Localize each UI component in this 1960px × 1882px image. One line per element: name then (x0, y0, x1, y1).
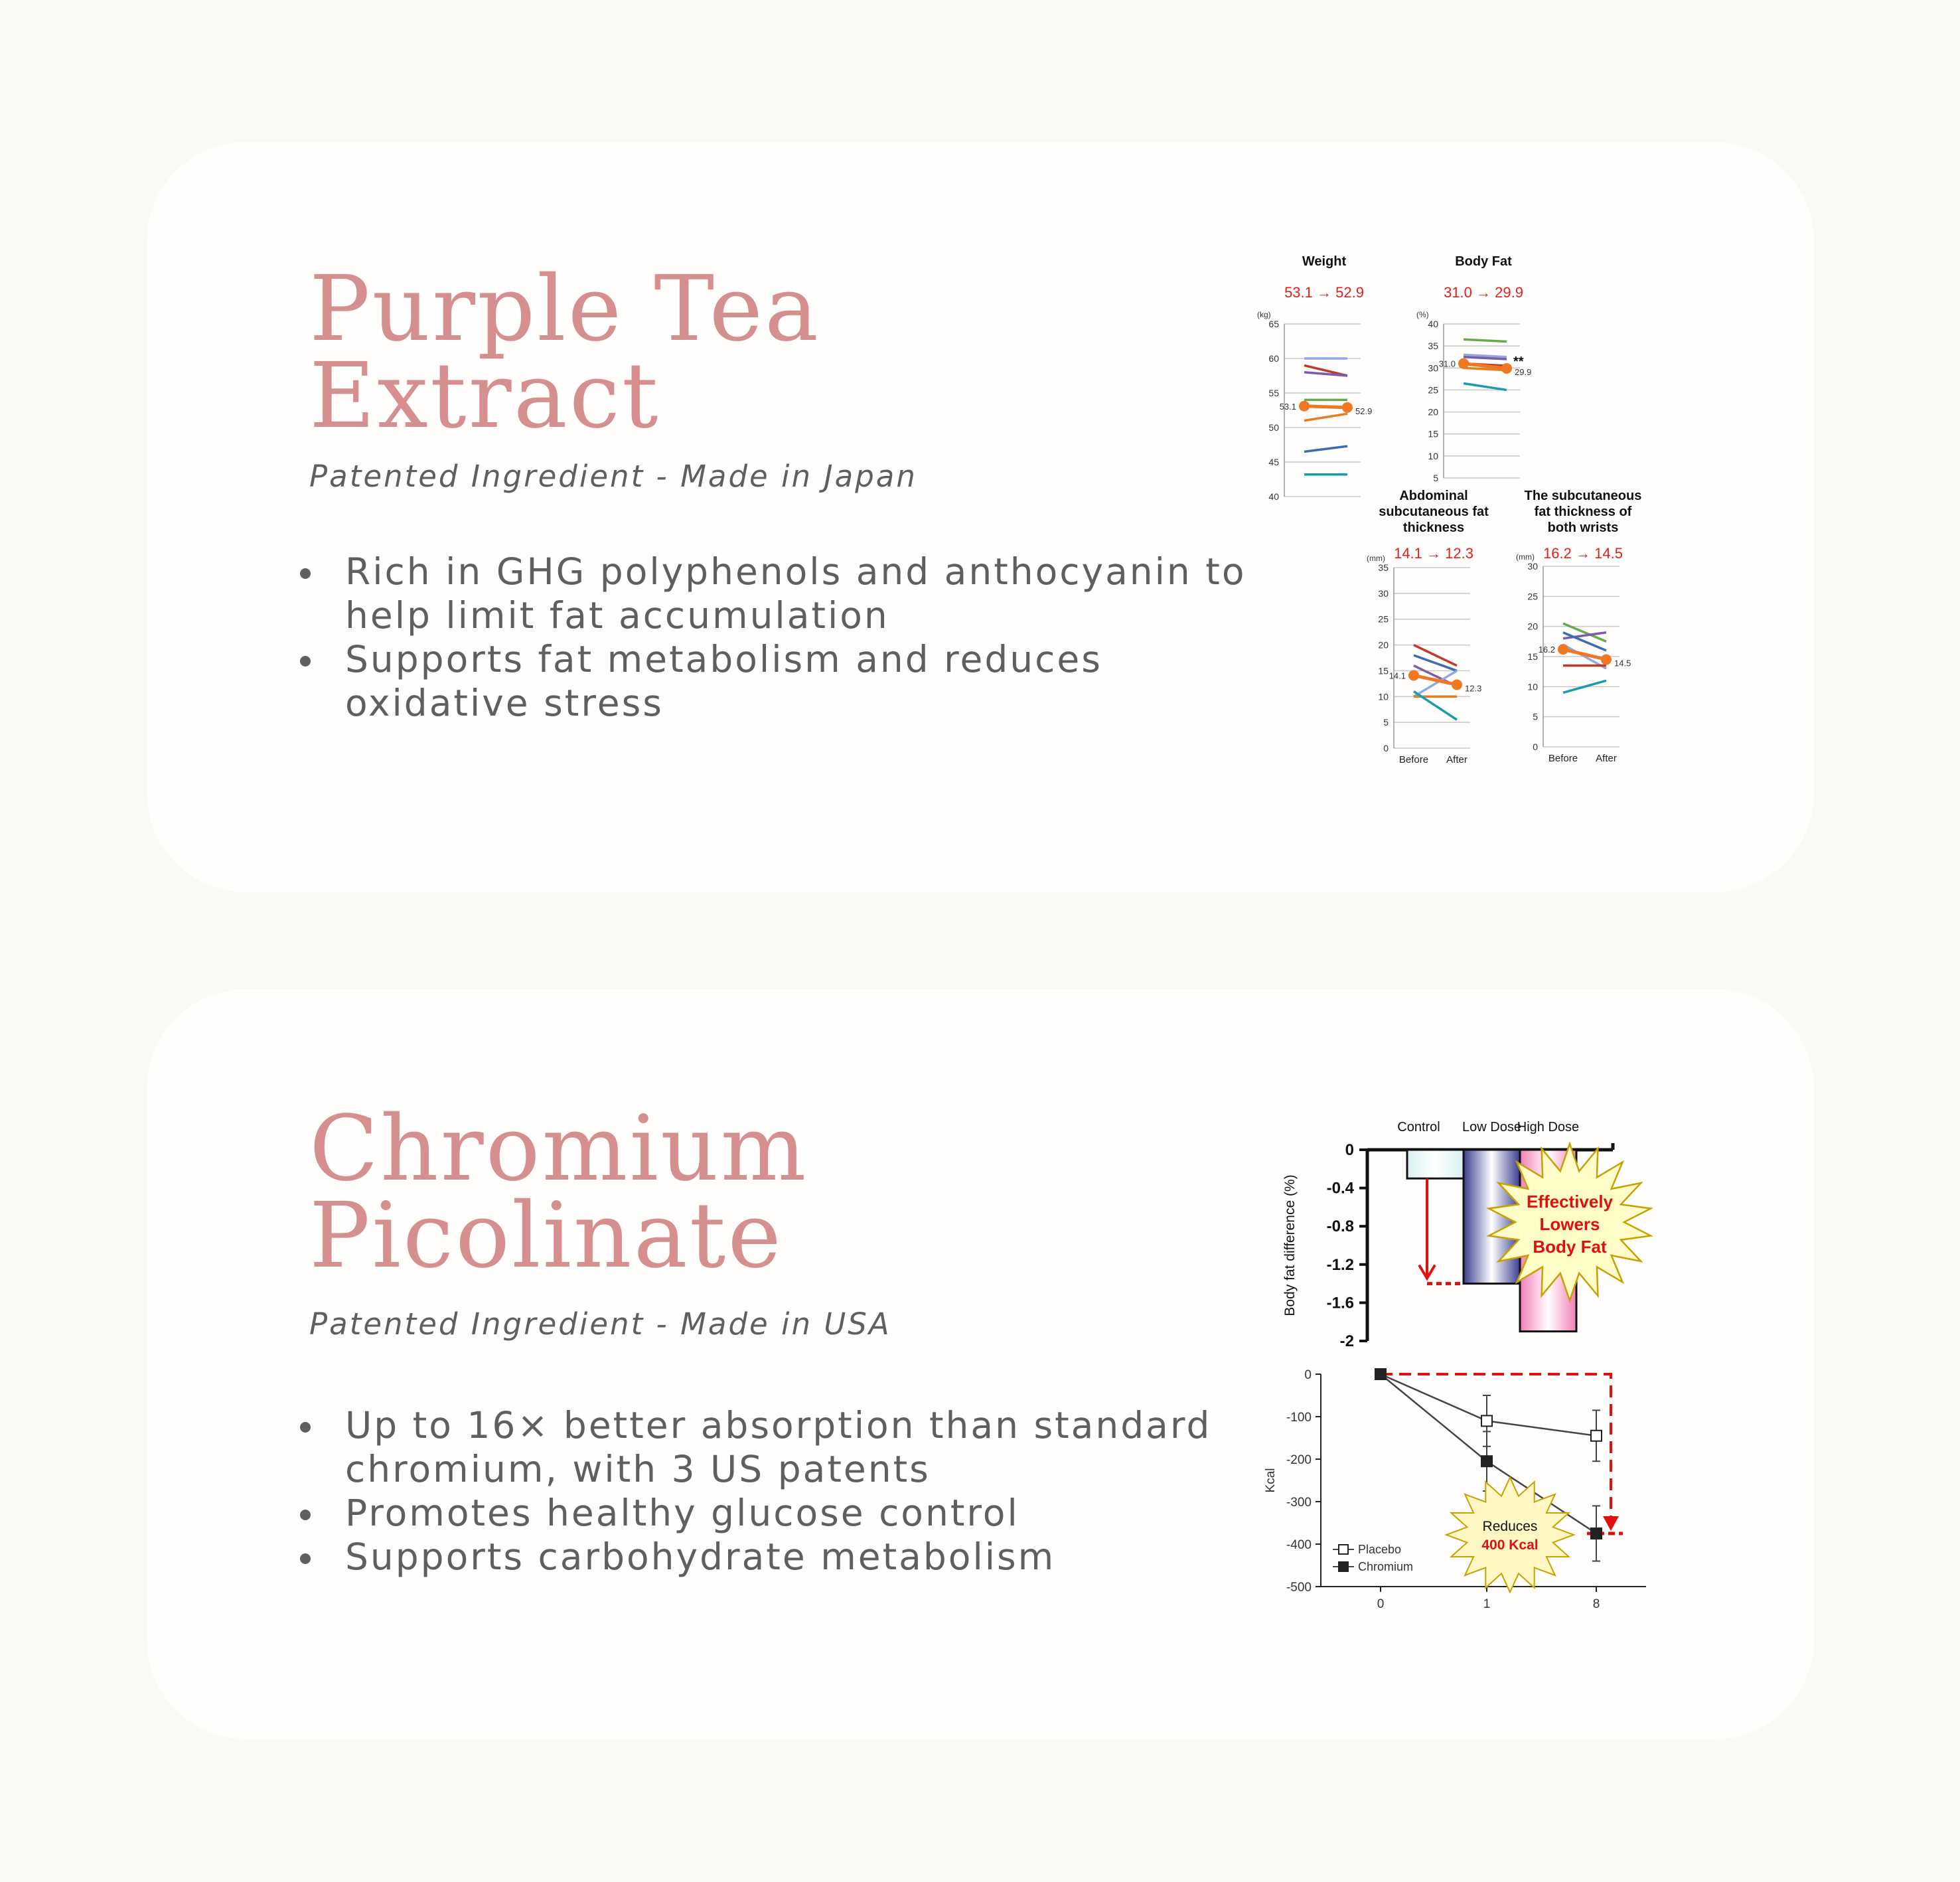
legend-marker (1339, 1562, 1348, 1571)
panel-summary: 53.1 → 52.9 (1284, 284, 1364, 301)
data-point (1481, 1415, 1492, 1426)
title-line-2: Extract (309, 344, 660, 449)
panel-unit: (mm) (1367, 554, 1385, 563)
y-tick-label: -400 (1286, 1538, 1312, 1552)
y-tick-label: 30 (1378, 588, 1389, 599)
title-line-2: Picolinate (309, 1184, 783, 1289)
x-tick-label: 0 (1377, 1597, 1385, 1611)
kcal-line-chart (1248, 1358, 1653, 1624)
benefit-list (345, 1403, 1274, 1579)
average-marker-after (1501, 363, 1512, 374)
y-tick-label: 0 (1533, 742, 1538, 752)
subject-line (1464, 339, 1507, 341)
category-label: Low Dose (1462, 1120, 1521, 1135)
x-tick-label: Before (1548, 753, 1578, 764)
callout-text: Reduces (1482, 1519, 1538, 1534)
panel-title: thickness (1402, 520, 1465, 535)
study-panel (1516, 489, 1641, 764)
y-tick-label: -1.6 (1326, 1294, 1354, 1312)
callout-starburst (1446, 1478, 1574, 1593)
x-tick-label: Before (1398, 754, 1429, 765)
y-tick-label: 10 (1428, 450, 1438, 461)
y-tick-label: 0 (1383, 743, 1389, 753)
average-marker-before (1558, 644, 1568, 655)
y-tick-label: -1.2 (1326, 1255, 1354, 1274)
category-label: High Dose (1517, 1120, 1580, 1135)
average-line (1563, 649, 1606, 659)
data-point (1591, 1528, 1602, 1539)
x-tick-label: After (1596, 753, 1617, 764)
y-tick-label: 25 (1428, 384, 1438, 396)
significance-mark: ** (1513, 354, 1524, 369)
y-axis-label: Kcal (1264, 1468, 1278, 1493)
section-title (309, 257, 821, 449)
y-tick-label: 15 (1428, 428, 1438, 439)
average-marker-after (1342, 402, 1353, 413)
purple-tea-study-figure (1248, 239, 1646, 797)
data-point (1591, 1431, 1602, 1441)
y-tick-label: 55 (1268, 388, 1279, 398)
y-axis-label: Body fat difference (%) (1282, 1174, 1298, 1316)
y-tick-label: 0 (1345, 1141, 1354, 1159)
legend-marker (1339, 1545, 1348, 1554)
panel-summary: 16.2 → 14.5 (1543, 545, 1623, 562)
y-tick-label: 25 (1527, 591, 1538, 602)
panel-title: The subcutaneous (1524, 489, 1642, 503)
panel-title: subcutaneous fat (1379, 505, 1489, 519)
y-tick-label: 10 (1527, 681, 1538, 692)
title-line-1: Chromium (309, 1097, 808, 1202)
x-tick-label: 8 (1592, 1597, 1600, 1611)
y-tick-label: 45 (1268, 457, 1279, 467)
section-subtitle: Patented Ingredient - Made in USA (309, 1306, 891, 1342)
callout-text: Body Fat (1533, 1237, 1607, 1257)
data-point (1375, 1369, 1386, 1379)
y-tick-label: 25 (1378, 613, 1389, 625)
y-tick-label: 40 (1428, 319, 1438, 329)
y-tick-label: 20 (1527, 621, 1538, 632)
y-tick-label: 30 (1527, 561, 1538, 572)
panel-unit: (mm) (1516, 552, 1535, 562)
subject-line (1464, 383, 1507, 390)
y-tick-label: 35 (1428, 341, 1438, 352)
subject-line (1304, 414, 1347, 420)
y-tick-label: 15 (1378, 665, 1389, 676)
y-tick-label: 50 (1268, 422, 1279, 433)
benefit-item: Supports fat metabolism and reduces oxidative stress (345, 637, 1274, 725)
y-tick-label: 20 (1428, 406, 1438, 418)
benefit-item: Rich in GHG polyphenols and anthocyanin to help limit fat accumulation (345, 550, 1274, 637)
y-tick-label: 40 (1268, 491, 1279, 502)
y-tick-label: 65 (1268, 319, 1279, 329)
average-marker-after (1452, 679, 1462, 690)
average-after-label: 12.3 (1465, 683, 1482, 694)
average-marker-before (1299, 401, 1310, 412)
y-tick-label: -2 (1339, 1332, 1354, 1350)
y-tick-label: -200 (1286, 1453, 1312, 1467)
y-tick-label: 15 (1527, 651, 1538, 662)
benefit-item: Promotes healthy glucose control (345, 1491, 1274, 1535)
benefit-item: Up to 16× better absorption than standard chromium, with 3 US patents (345, 1403, 1274, 1491)
category-label: Control (1397, 1120, 1440, 1135)
panel-summary: 14.1 → 12.3 (1394, 545, 1473, 562)
average-after-label: 29.9 (1515, 366, 1532, 377)
panel-unit: (%) (1416, 310, 1429, 319)
legend-label: Chromium (1358, 1560, 1414, 1573)
y-tick-label: 5 (1383, 717, 1389, 728)
panel-summary: 31.0 → 29.9 (1444, 284, 1523, 301)
y-tick-label: -0.8 (1326, 1217, 1354, 1236)
average-marker-before (1458, 358, 1469, 369)
study-panel (1416, 254, 1531, 483)
y-tick-label: -0.4 (1326, 1179, 1354, 1198)
bracket-arrow-head (1603, 1516, 1619, 1531)
body-fat-bar-chart (1274, 1113, 1646, 1352)
y-tick-label: -300 (1286, 1496, 1312, 1510)
subject-line (1304, 446, 1347, 451)
study-panel (1257, 254, 1372, 502)
y-tick-label: 30 (1428, 362, 1438, 374)
callout-text: 400 Kcal (1481, 1537, 1539, 1553)
panel-title: Weight (1302, 254, 1347, 269)
y-tick-label: 5 (1433, 473, 1438, 483)
section-title (309, 1097, 808, 1289)
study-panel (1367, 489, 1489, 765)
average-before-label: 53.1 (1279, 401, 1296, 412)
title-line-1: Purple Tea (309, 257, 821, 362)
callout-text: Effectively (1526, 1192, 1614, 1212)
average-before-label: 31.0 (1438, 358, 1456, 369)
y-tick-label: 5 (1533, 711, 1538, 722)
average-line (1304, 406, 1347, 408)
y-tick-label: -100 (1286, 1411, 1312, 1425)
average-after-label: 52.9 (1355, 406, 1373, 416)
average-after-label: 14.5 (1614, 658, 1631, 668)
y-tick-label: -500 (1286, 1581, 1312, 1595)
bar (1407, 1150, 1464, 1178)
panel-unit: (kg) (1257, 310, 1271, 319)
callout-text: Lowers (1539, 1214, 1600, 1234)
benefit-list (345, 550, 1274, 725)
section-subtitle: Patented Ingredient - Made in Japan (309, 459, 917, 494)
y-tick-label: 10 (1378, 691, 1389, 702)
y-tick-label: 0 (1304, 1368, 1312, 1382)
x-tick-label: 1 (1483, 1597, 1491, 1611)
y-tick-label: 60 (1268, 353, 1279, 364)
benefit-item: Supports carbohydrate metabolism (345, 1535, 1274, 1579)
average-before-label: 14.1 (1389, 670, 1406, 681)
y-tick-label: 35 (1378, 562, 1389, 573)
legend-label: Placebo (1358, 1543, 1402, 1556)
average-marker-after (1601, 655, 1612, 665)
panel-title: both wrists (1547, 520, 1619, 535)
average-before-label: 16.2 (1538, 645, 1555, 655)
panel-title: Abdominal (1399, 489, 1468, 503)
data-point (1481, 1456, 1492, 1466)
y-tick-label: 20 (1378, 639, 1389, 651)
panel-title: Body Fat (1455, 254, 1512, 269)
x-tick-label: After (1446, 754, 1468, 765)
average-marker-before (1408, 670, 1419, 680)
panel-title: fat thickness of (1534, 505, 1632, 519)
